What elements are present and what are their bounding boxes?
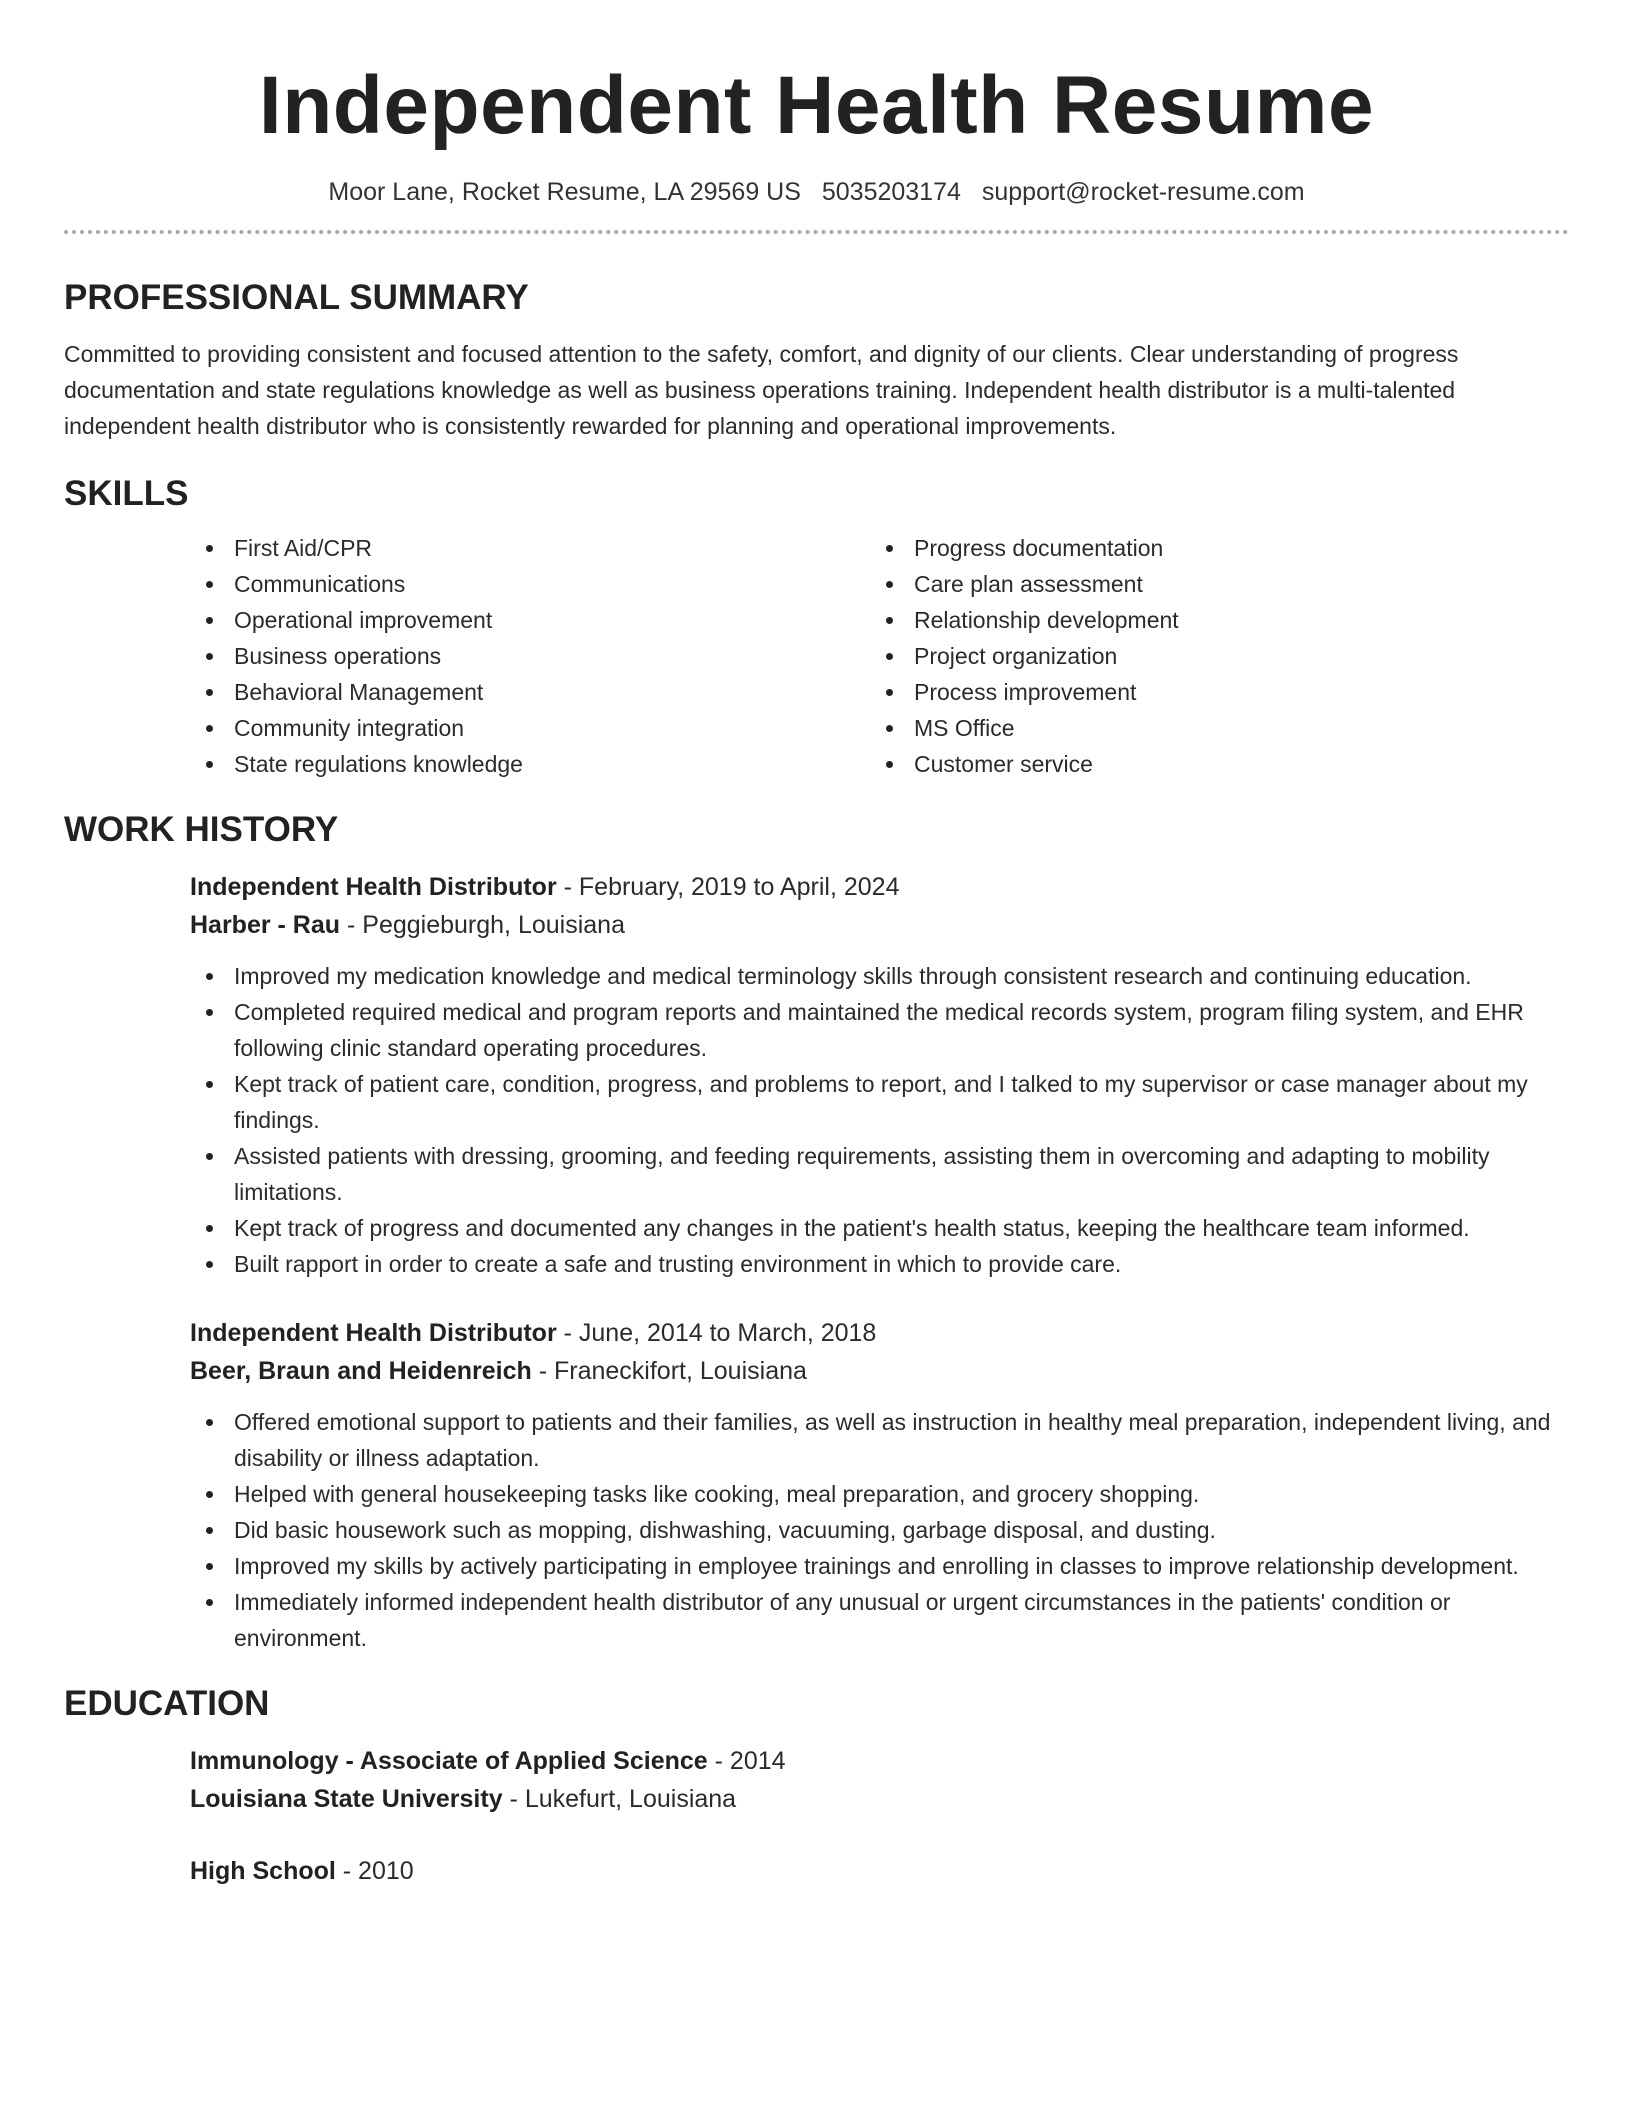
job-title-line <box>190 1314 1569 1352</box>
education-year: - 2014 <box>707 1747 786 1775</box>
education-school: Louisiana State University <box>190 1785 503 1813</box>
education-year: - 2010 <box>335 1857 414 1885</box>
job-company: Beer, Braun and Heidenreich <box>190 1357 532 1385</box>
job-dates: - February, 2019 to April, 2024 <box>556 873 900 901</box>
skills-list <box>190 530 1569 782</box>
skill-item: Behavioral Management <box>190 674 870 710</box>
contact-phone: 5035203174 <box>821 178 961 206</box>
skill-item: MS Office <box>870 710 1550 746</box>
job-role: Independent Health Distributor <box>190 1319 557 1347</box>
skills-heading: SKILLS <box>64 474 189 513</box>
job-bullet: Offered emotional support to patients and their families, as well as instruction in healthy meal preparation, independent living, and disability or illness adaptation. <box>190 1404 1569 1476</box>
skills-column-left <box>190 530 870 782</box>
job-bullet: Improved my medication knowledge and medical terminology skills through consistent research and continuing education. <box>190 958 1569 994</box>
skill-item: Communications <box>190 566 870 602</box>
work-heading: WORK HISTORY <box>64 810 339 849</box>
job-company-line <box>190 1352 1569 1390</box>
job-bullet: Kept track of patient care, condition, progress, and problems to report, and I talked to my supervisor or case manager about my findings. <box>190 1066 1569 1138</box>
contact-address: Moor Lane, Rocket Resume, LA 29569 US <box>328 178 801 206</box>
education-degree-line <box>190 1742 1569 1780</box>
job-dates: - June, 2014 to March, 2018 <box>556 1319 877 1347</box>
education-entry <box>190 1852 1569 1890</box>
resume-page <box>64 0 1569 1890</box>
job-entry <box>190 1314 1569 1656</box>
contact-line <box>64 176 1569 208</box>
education-degree-line <box>190 1852 1569 1890</box>
skill-item: First Aid/CPR <box>190 530 870 566</box>
skill-item: Customer service <box>870 746 1550 782</box>
job-location: - Franeckifort, Louisiana <box>531 1357 807 1385</box>
education-heading: EDUCATION <box>64 1684 270 1723</box>
job-bullet: Kept track of progress and documented any changes in the patient's health status, keeping the healthcare team informed. <box>190 1210 1569 1246</box>
summary-text: Committed to providing consistent and focused attention to the safety, comfort, and dignity of our clients. Clear understanding of progress documentation and state regulations knowledge as well as business operations training. Independent health distributor is a multi-talented independent health distributor who is consistently rewarded for planning and operational improvements. <box>64 341 1459 439</box>
skill-item: Operational improvement <box>190 602 870 638</box>
skill-item: Progress documentation <box>870 530 1550 566</box>
contact-email: support@rocket-resume.com <box>981 178 1305 206</box>
skill-item: Community integration <box>190 710 870 746</box>
skill-item: Project organization <box>870 638 1550 674</box>
skill-item: Business operations <box>190 638 870 674</box>
summary-heading: PROFESSIONAL SUMMARY <box>64 278 529 317</box>
job-bullet: Assisted patients with dressing, grooming, and feeding requirements, assisting them in overcoming and adapting to mobility limitations. <box>190 1138 1569 1210</box>
job-bullet: Completed required medical and program reports and maintained the medical records system, program filing system, and EHR following clinic standard operating procedures. <box>190 994 1569 1066</box>
skill-item: Process improvement <box>870 674 1550 710</box>
skills-column-right <box>870 530 1550 782</box>
resume-title: Independent Health Resume <box>258 60 1375 151</box>
job-company-line <box>190 906 1569 944</box>
job-bullets <box>190 958 1569 1282</box>
job-entry <box>190 868 1569 1282</box>
skill-item: State regulations knowledge <box>190 746 870 782</box>
job-role: Independent Health Distributor <box>190 873 557 901</box>
job-bullet: Built rapport in order to create a safe and trusting environment in which to provide care. <box>190 1246 1569 1282</box>
job-bullet: Immediately informed independent health distributor of any unusual or urgent circumstances in the patients' condition or environment. <box>190 1584 1569 1656</box>
education-school-line <box>190 1780 1569 1818</box>
job-location: - Peggieburgh, Louisiana <box>340 911 625 939</box>
job-title-line <box>190 868 1569 906</box>
job-bullet: Helped with general housekeeping tasks like cooking, meal preparation, and grocery shopping. <box>190 1476 1569 1512</box>
job-company: Harber - Rau <box>190 911 341 939</box>
job-bullet: Improved my skills by actively participating in employee trainings and enrolling in classes to improve relationship development. <box>190 1548 1569 1584</box>
education-degree: Immunology - Associate of Applied Science <box>190 1747 708 1775</box>
skill-item: Relationship development <box>870 602 1550 638</box>
education-entry <box>190 1742 1569 1818</box>
education-degree: High School <box>190 1857 336 1885</box>
education-location: - Lukefurt, Louisiana <box>502 1785 737 1813</box>
header-divider <box>64 230 1569 234</box>
job-bullets <box>190 1404 1569 1656</box>
job-bullet: Did basic housework such as mopping, dishwashing, vacuuming, garbage disposal, and dusting. <box>190 1512 1569 1548</box>
skill-item: Care plan assessment <box>870 566 1550 602</box>
